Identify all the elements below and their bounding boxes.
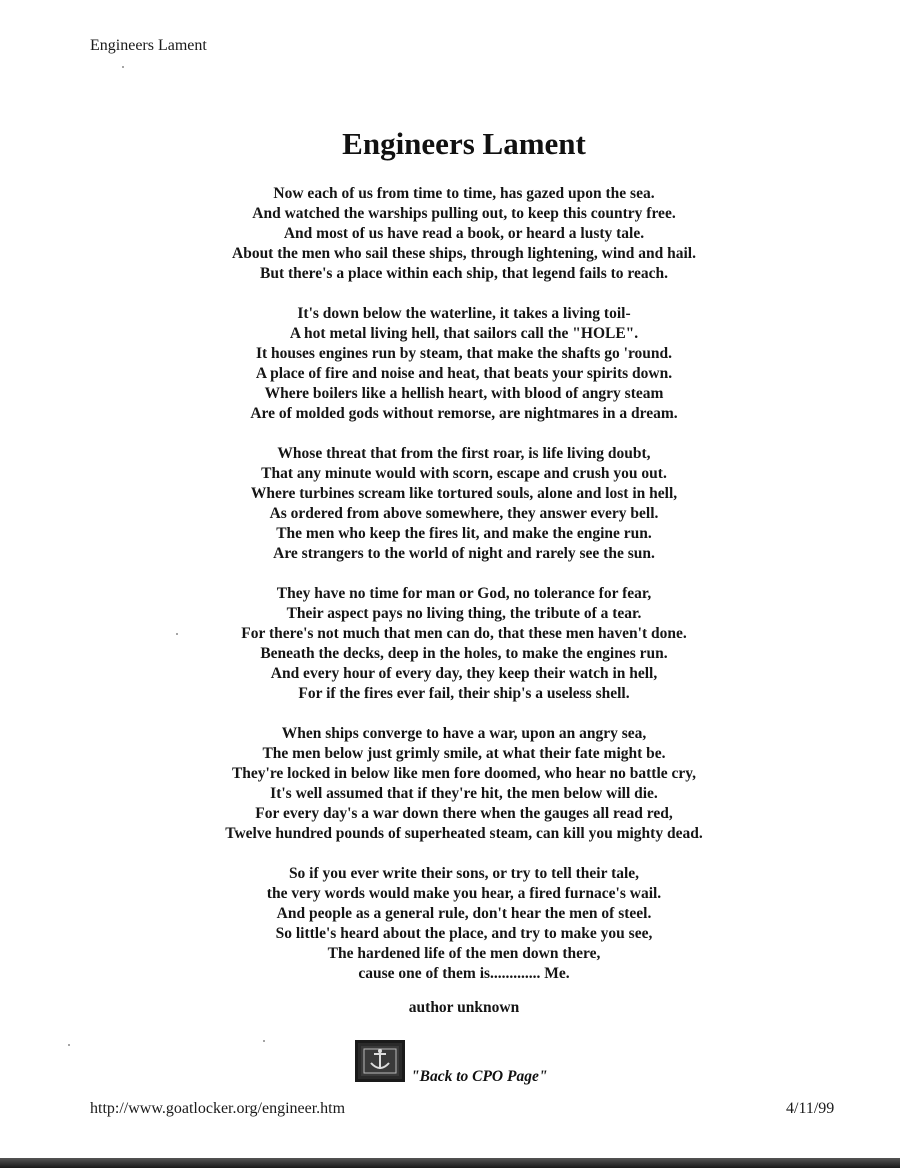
footer-date: 4/11/99 <box>786 1100 835 1117</box>
poem-line: A place of fire and noise and heat, that beats your spirits down. <box>255 365 673 382</box>
poem-line: cause one of them is............. Me. <box>358 965 570 982</box>
footer-url: http://www.goatlocker.org/engineer.htm <box>90 1100 346 1117</box>
poem-line: Twelve hundred pounds of superheated steam, can kill you mighty dead. <box>225 825 703 842</box>
poem-line: Their aspect pays no living thing, the tribute of a tear. <box>286 605 642 622</box>
poem-line: It houses engines run by steam, that make the shafts go 'round. <box>255 345 673 362</box>
poem-line: A hot metal living hell, that sailors call the "HOLE". <box>289 325 639 342</box>
poem-title: Engineers Lament <box>342 126 586 161</box>
poem-line: Now each of us from time to time, has gazed upon the sea. <box>273 185 655 202</box>
poem-line: When ships converge to have a war, upon an angry sea, <box>281 725 647 742</box>
poem-line: Are of molded gods without remorse, are nightmares in a dream. <box>250 405 678 422</box>
poem-line: It's down below the waterline, it takes a living toil- <box>297 305 631 322</box>
poem-stanza <box>0 724 900 844</box>
poem-line: Are strangers to the world of night and rarely see the sun. <box>273 545 655 562</box>
poem-stanza <box>0 584 900 704</box>
poem-line: The men who keep the fires lit, and make the engine run. <box>276 525 652 542</box>
poem-line: And watched the warships pulling out, to keep this country free. <box>252 205 676 222</box>
poem-line: About the men who sail these ships, through lightening, wind and hail. <box>232 245 696 262</box>
poem-line: Beneath the decks, deep in the holes, to make the engines run. <box>260 645 668 662</box>
poem-line: And every hour of every day, they keep their watch in hell, <box>270 665 658 682</box>
poem-line: Where turbines scream like tortured souls, alone and lost in hell, <box>250 485 678 502</box>
poem-line: The hardened life of the men down there, <box>327 945 601 962</box>
scan-speck <box>263 1040 265 1042</box>
scan-bottom-edge <box>0 1158 900 1168</box>
poem-line: So if you ever write their sons, or try to tell their tale, <box>288 865 640 882</box>
poem-line: For if the fires ever fail, their ship's a useless shell. <box>298 685 630 702</box>
poem-line: So little's heard about the place, and try to make you see, <box>275 925 653 942</box>
poem-body <box>0 184 900 1004</box>
poem-stanza <box>0 864 900 984</box>
poem-stanza <box>0 184 900 284</box>
poem-stanza <box>0 304 900 424</box>
poem-line: For every day's a war down there when the gauges all read red, <box>255 805 673 822</box>
poem-line: Where boilers like a hellish heart, with blood of angry steam <box>264 385 664 402</box>
scan-speck <box>176 633 178 635</box>
poem-author: author unknown <box>408 999 520 1016</box>
scan-speck <box>68 1044 70 1046</box>
running-header: Engineers Lament <box>90 37 207 54</box>
poem-line: Whose threat that from the first roar, is life living doubt, <box>277 445 651 462</box>
poem-line: For there's not much that men can do, that these men haven't done. <box>241 625 687 642</box>
cpo-emblem-icon <box>355 1040 405 1082</box>
poem-line: But there's a place within each ship, that legend fails to reach. <box>259 265 669 282</box>
back-link-label: "Back to CPO Page" <box>411 1068 548 1085</box>
poem-line: the very words would make you hear, a fired furnace's wail. <box>266 885 662 902</box>
poem-line: The men below just grimly smile, at what their fate might be. <box>262 745 666 762</box>
poem-line: It's well assumed that if they're hit, the men below will die. <box>270 785 658 802</box>
poem-line: They're locked in below like men fore doomed, who hear no battle cry, <box>231 765 697 782</box>
poem-line: As ordered from above somewhere, they answer every bell. <box>269 505 659 522</box>
scan-speck <box>122 66 124 68</box>
poem-stanza <box>0 444 900 564</box>
poem-line: That any minute would with scorn, escape and crush you out. <box>261 465 667 482</box>
back-to-cpo-link[interactable] <box>355 1040 548 1085</box>
poem-line: They have no time for man or God, no tolerance for fear, <box>276 585 652 602</box>
poem-line: And most of us have read a book, or heard a lusty tale. <box>283 225 645 242</box>
poem-line: And people as a general rule, don't hear the men of steel. <box>276 905 652 922</box>
